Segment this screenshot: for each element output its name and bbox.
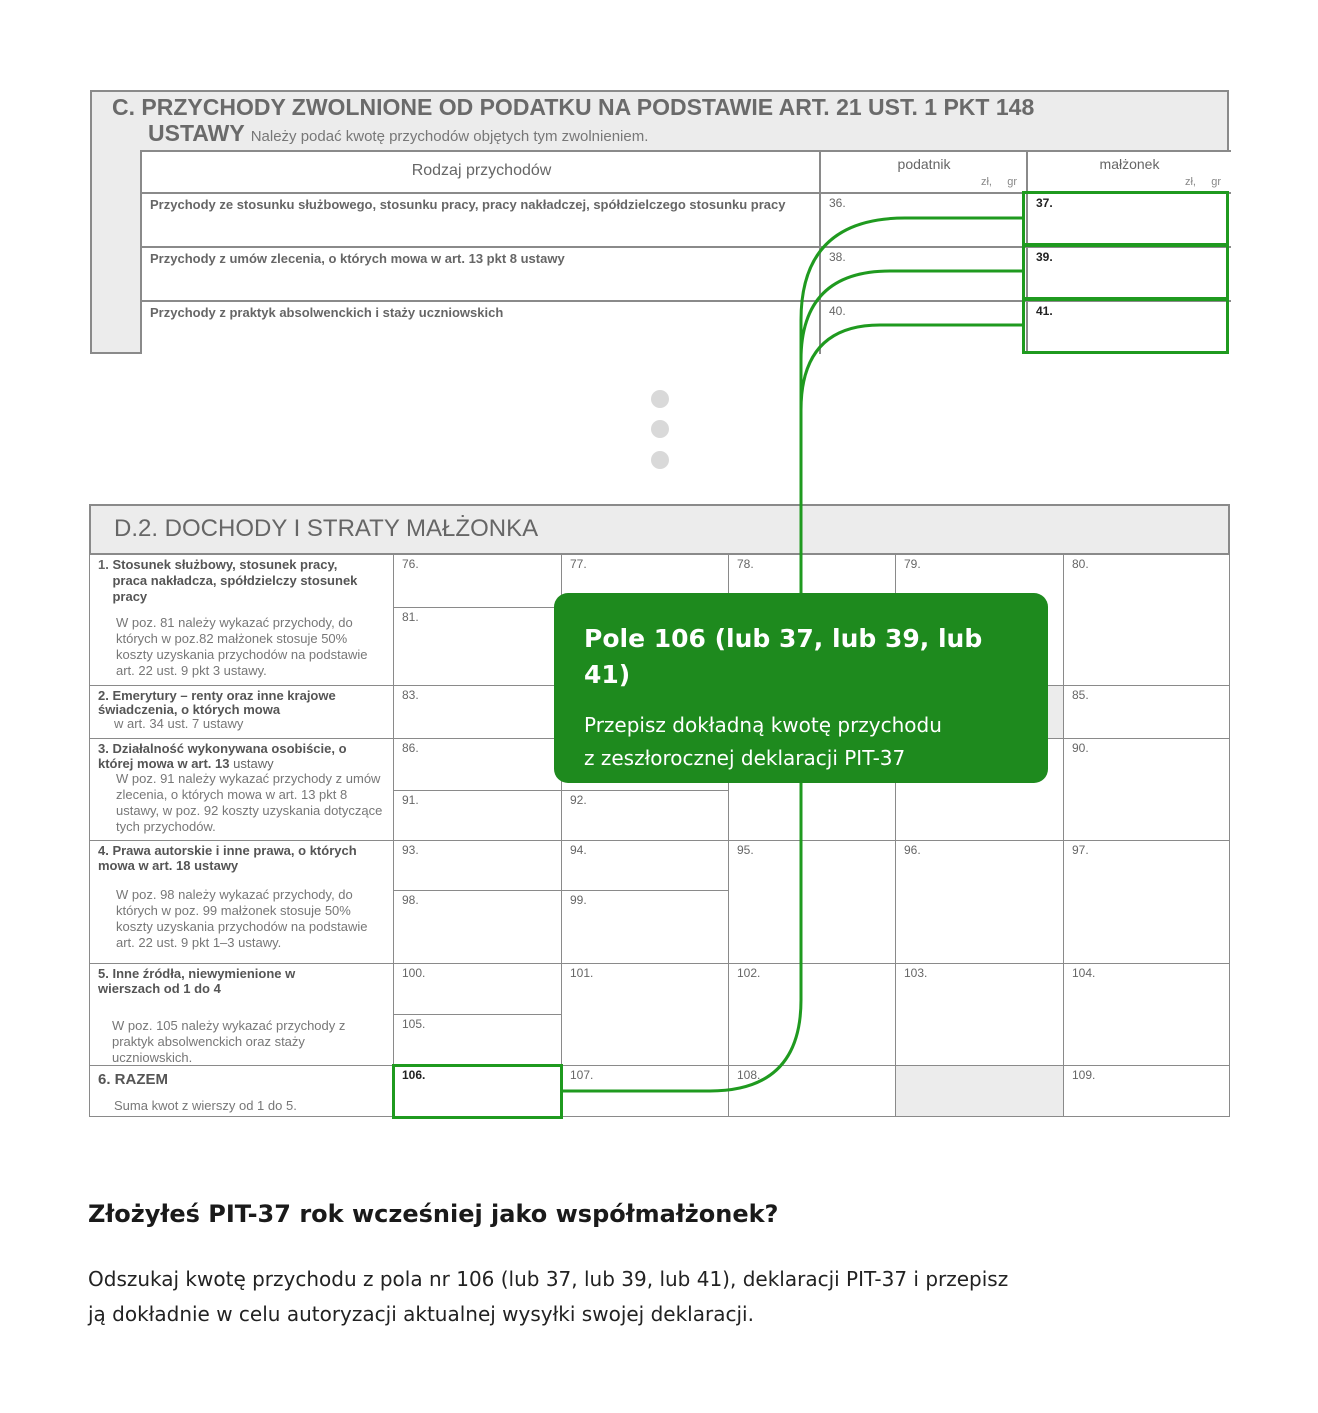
field-107[interactable]: 107.: [561, 1065, 729, 1117]
col-spouse-label: małżonek: [1099, 156, 1160, 172]
field-99[interactable]: 99.: [561, 890, 729, 964]
row1-title: Stosunek służbowy, stosunek pracy, praca nakładcza, spółdzielczy stosunek pracy: [112, 557, 358, 604]
field-79[interactable]: 79.: [895, 554, 1064, 686]
field-94[interactable]: 94.: [561, 840, 729, 891]
field-91[interactable]: 91.: [393, 790, 562, 841]
callout-body-line1: Przepisz dokładną kwotę przychodu: [584, 713, 942, 737]
field-90[interactable]: 90.: [1063, 738, 1230, 841]
row3-title-tail: ustawy: [233, 756, 274, 771]
section-c-title-line1: C. PRZYCHODY ZWOLNIONE OD PODATKU NA PODSTAWIE ART. 21 UST. 1 PKT 148: [112, 94, 1035, 120]
field-40[interactable]: 40.: [819, 300, 1027, 354]
bottom-paragraph-line1: Odszukaj kwotę przychodu z pola nr 106 (lub 37, lub 39, lub 41), deklaracji PIT-37 i przepisz: [88, 1267, 1009, 1291]
field-83[interactable]: 83.: [393, 685, 562, 739]
row1-num: 1.: [98, 557, 109, 572]
field-92[interactable]: 92.: [561, 790, 729, 841]
field-96[interactable]: 96.: [895, 840, 1064, 964]
row6-note: Suma kwot z wierszy od 1 do 5.: [114, 1098, 297, 1113]
row2-title: 2. Emerytury – renty oraz inne krajowe świadczenia, o których mowa: [98, 688, 336, 717]
row5-title: 5. Inne źródła, niewymienione w wierszach od 1 do 4: [98, 966, 296, 996]
field-105[interactable]: 105.: [393, 1014, 562, 1066]
field-102[interactable]: 102.: [728, 963, 896, 1066]
col-taxpayer-label: podatnik: [897, 156, 951, 172]
highlight-field-39: [1022, 244, 1229, 300]
section-d2-title: D.2. DOCHODY I STRATY MAŁŻONKA: [89, 504, 1230, 555]
callout-box: [554, 593, 1048, 783]
callout-title: Pole 106 (lub 37, lub 39, lub 41): [584, 624, 983, 689]
field-38[interactable]: 38.: [819, 246, 1027, 300]
field-77[interactable]: 77.: [561, 554, 729, 686]
callout-body: [584, 709, 1018, 775]
field-37[interactable]: 37.: [1026, 192, 1231, 246]
field-109[interactable]: 109.: [1063, 1065, 1230, 1117]
unit-gr: gr: [1007, 176, 1017, 188]
field-81[interactable]: 81.: [393, 607, 562, 686]
field-100[interactable]: 100.: [393, 963, 562, 1015]
field-93[interactable]: 93.: [393, 840, 562, 891]
field-80[interactable]: 80.: [1063, 554, 1230, 686]
unit-zl: zł,: [980, 176, 992, 188]
field-36[interactable]: 36.: [819, 192, 1027, 246]
field-108[interactable]: 108.: [728, 1065, 896, 1117]
row3-note: W poz. 91 należy wykazać przychody z umów zlecenia, o których mowa w art. 13 pkt 8 ustawy, w poz. 92 koszty uzyskania dotyczące tych przychodów.: [116, 771, 383, 834]
row2-note: w art. 34 ust. 7 ustawy: [114, 716, 244, 731]
field-86[interactable]: 86.: [393, 738, 562, 791]
connector-39: [801, 271, 1024, 360]
unit-gr: gr: [1211, 176, 1221, 188]
field-39[interactable]: 39.: [1026, 246, 1231, 300]
highlight-field-37: [1022, 191, 1229, 246]
row5-note: W poz. 105 należy wykazać przychody z praktyk absolwenckich oraz staży uczniowskich.: [112, 1018, 346, 1065]
connector-41: [801, 325, 1024, 410]
row4-note: W poz. 98 należy wykazać przychody, do których w poz. 99 małżonek stosuje 50% koszty uzyskania przychodów na podstawie art. 22 ust. 9 pkt 1–3 ustawy.: [116, 887, 368, 950]
bottom-paragraph: [88, 1262, 1238, 1332]
field-76[interactable]: 76.: [393, 554, 562, 608]
field-97[interactable]: 97.: [1063, 840, 1230, 964]
field-85[interactable]: 85.: [1063, 685, 1230, 739]
field-106[interactable]: 106.: [393, 1065, 562, 1117]
section-c-title-line2: USTAWY: [148, 120, 245, 146]
section-c-row-1-label: Przychody ze stosunku służbowego, stosunku pracy, pracy nakładczej, spółdzielczego stosunku pracy: [142, 192, 821, 246]
field-104[interactable]: 104.: [1063, 963, 1230, 1066]
section-c-row-3-label: Przychody z praktyk absolwenckich i staży uczniowskich: [142, 300, 821, 354]
field-101[interactable]: 101.: [561, 963, 729, 1066]
field-95[interactable]: 95.: [728, 840, 896, 964]
row1-note: W poz. 81 należy wykazać przychody, do których w poz.82 małżonek stosuje 50% koszty uzyskania przychodów na podstawie art. 22 ust. 9 pkt 3 ustawy.: [116, 615, 368, 678]
row4-title: 4. Prawa autorskie i inne prawa, o których mowa w art. 18 ustawy: [98, 843, 357, 873]
field-41[interactable]: 41.: [1026, 300, 1231, 354]
section-c-note: Należy podać kwotę przychodów objętych tym zwolnieniem.: [250, 128, 649, 145]
field-78[interactable]: 78.: [728, 554, 896, 686]
row6-title: 6. RAZEM: [98, 1071, 169, 1088]
callout-body-line2: z zeszłorocznej deklaracji PIT-37: [584, 746, 906, 770]
field-98[interactable]: 98.: [393, 890, 562, 964]
highlight-field-106: [392, 1064, 563, 1119]
bottom-heading: Złożyłeś PIT-37 rok wcześniej jako współmałżonek?: [88, 1200, 779, 1228]
field-103[interactable]: 103.: [895, 963, 1064, 1066]
bottom-paragraph-line2: ją dokładnie w celu autoryzacji aktualnej wysyłki swojej deklaracji.: [88, 1302, 754, 1326]
highlight-field-41: [1022, 298, 1229, 354]
unit-zl: zł,: [1184, 176, 1196, 188]
section-c-row-2-label: Przychody z umów zlecenia, o których mowa w art. 13 pkt 8 ustawy: [142, 246, 821, 300]
col-kind-label: Rodzaj przychodów: [411, 162, 552, 179]
row3-title: 3. Działalność wykonywana osobiście, o której mowa w art. 13: [98, 741, 347, 771]
